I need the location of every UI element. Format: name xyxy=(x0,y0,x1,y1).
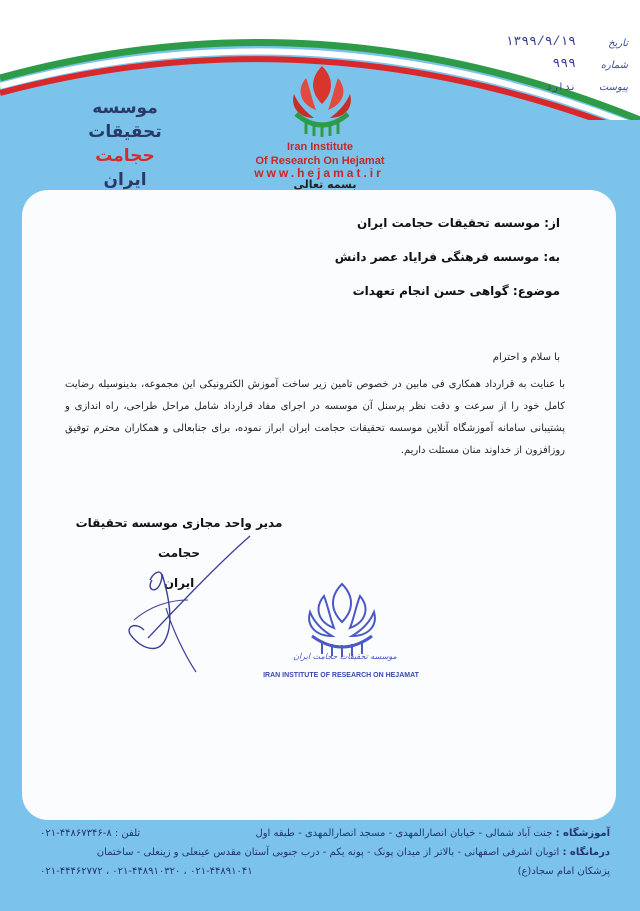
org-name-line-1: موسسه xyxy=(92,98,158,118)
date-label: تاریخ xyxy=(608,38,628,49)
school-phone: تلفن : ۸-۴۴۸۶۷۳۴۶-۰۲۱ xyxy=(40,828,141,839)
bismillah: بسمه تعالی xyxy=(293,178,357,191)
subject-line: موضوع: گواهی حسن انجام تعهدات xyxy=(352,284,560,298)
footer-clinic-row xyxy=(40,847,610,866)
from-line: از: موسسه تحقیقات حجامت ایران xyxy=(356,216,560,230)
stamp-text-en: IRAN INSTITUTE OF RESEARCH ON HEJAMAT xyxy=(263,672,419,679)
footer-school-row xyxy=(40,828,610,847)
letter-meta xyxy=(478,34,628,100)
institute-logo-icon xyxy=(282,60,362,140)
number-value: ۹۹۹ xyxy=(552,56,576,71)
institute-stamp-icon xyxy=(292,580,392,660)
letter-body-text: با عنایت به قرارداد همکاری فی مابین در خصوص تامین زیر ساخت آموزش الکترونیکی این مجموعه، بدینوسیله رضایت کامل خود را از سرعت و دقت نظر پرسنل آن موسسه در اجرای مفاد قرارداد شامل مراحل طراحی، راه اندازی و پشتیبانی سامانه آموزشگاه آنلاین موسسه تحقیقات حجامت ایران ابراز نموده، برای جنابعالی و همکاران محترم توفیق روزافزون از خداوند منان مسئلت داریم. xyxy=(65,379,565,456)
footer-contact xyxy=(40,828,610,885)
logo-text-line-1: Iran Institute xyxy=(286,141,353,153)
logo-text-line-2: Of Research On Hejamat xyxy=(255,155,385,167)
number-row xyxy=(478,56,628,78)
org-name-line-4: ایران xyxy=(103,170,147,190)
clinic-label: درمانگاه : xyxy=(562,847,610,858)
stamp-text-fa: موسسه تحقیقات حجامت ایران xyxy=(293,652,397,661)
attachment-value: ندارد xyxy=(545,83,576,94)
signer-line-1: مدیر واحد مجازی موسسه تحقیقات حجامت xyxy=(75,516,283,560)
number-label: شماره xyxy=(600,60,628,71)
org-name-line-2: تحقیقات xyxy=(88,122,162,142)
signer-line-2: ایران xyxy=(163,576,195,590)
org-name-line-3: حجامت xyxy=(95,146,155,166)
footer-clinic-row-2 xyxy=(40,866,610,885)
date-value: ۱۳۹۹/۹/۱۹ xyxy=(505,34,576,49)
clinic-address-2: پزشکان امام سجاد(ع) xyxy=(517,866,610,877)
attachment-row xyxy=(478,78,628,100)
attachment-label: پیوست xyxy=(598,82,628,93)
handwritten-signature xyxy=(100,530,260,680)
date-row xyxy=(478,34,628,56)
school-label: آموزشگاه : xyxy=(555,828,610,839)
org-name-fa xyxy=(80,96,170,192)
school-address: جنت آباد شمالی - خیابان انصارالمهدی - مسجد انصارالمهدی - طبقه اول xyxy=(255,828,553,839)
clinic-address: اتوبان اشرفی اصفهانی - بالاتر از میدان پونک - پونه یکم - درب جنوبی آستان مقدس عینعلی و زینعلی - ساختمان xyxy=(96,847,560,858)
website-url: www.hejamat.ir xyxy=(254,166,384,180)
to-line: به: موسسه فرهنگی فرایاد عصر دانش xyxy=(334,250,560,264)
logo-text-en xyxy=(228,140,412,168)
greeting: با سلام و احترام xyxy=(492,352,560,363)
clinic-phones: ۰۲۱-۴۴۸۹۱۰۴۱ ، ۰۲۱-۴۴۸۹۱۰۳۲۰ ، ۰۲۱-۴۴۴۶۲۷۷۲ xyxy=(40,866,253,877)
